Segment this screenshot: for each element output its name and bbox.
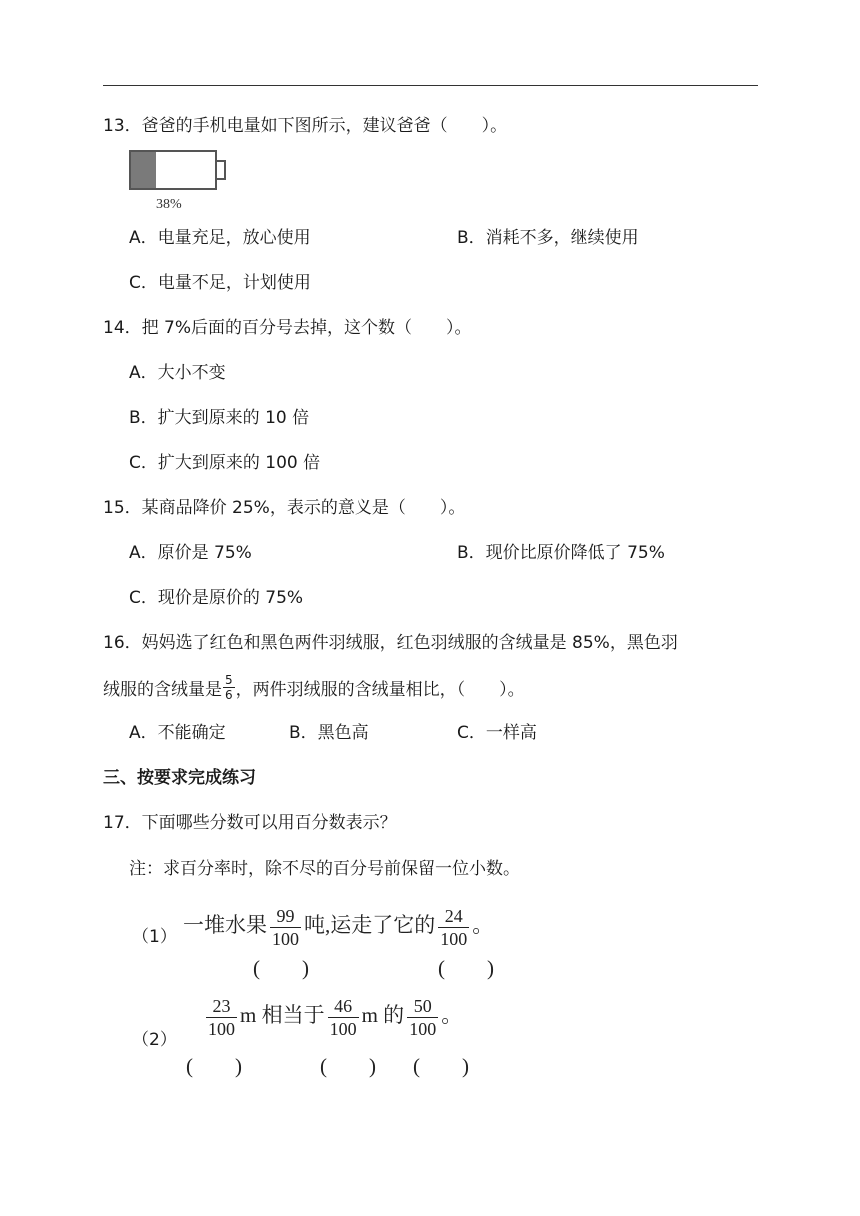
q14-option-b[interactable]: B．扩大到原来的 10 倍 bbox=[129, 408, 310, 428]
q13-stem: 13．爸爸的手机电量如下图所示，建议爸爸（ ）。 bbox=[103, 116, 508, 136]
q16-fraction-denominator: 6 bbox=[225, 687, 233, 702]
q17-item2-label: （2） bbox=[132, 1030, 177, 1050]
q16-option-a[interactable]: A．不能确定 bbox=[129, 723, 226, 743]
q16-option-c[interactable]: C．一样高 bbox=[457, 723, 537, 743]
q16-stem-line2-post: ，两件羽绒服的含绒量相比，（ ）。 bbox=[235, 680, 525, 700]
q14-option-a[interactable]: A．大小不变 bbox=[129, 363, 226, 383]
battery-label: 38% bbox=[156, 197, 182, 212]
fraction-numerator: 99 bbox=[276, 905, 295, 926]
q16-fraction-numerator: 5 bbox=[225, 672, 233, 687]
q17-item1-fraction-2 bbox=[438, 907, 469, 948]
q13-option-b[interactable]: B．消耗不多，继续使用 bbox=[457, 228, 639, 248]
fraction-numerator: 46 bbox=[334, 995, 353, 1016]
q16-stem-line2 bbox=[103, 672, 525, 704]
q15-option-b[interactable]: B．现价比原价降低了 75% bbox=[457, 543, 665, 563]
q16-option-b[interactable]: B．黑色高 bbox=[289, 723, 369, 743]
section-heading: 三、按要求完成练习 bbox=[103, 768, 256, 788]
q17-item2-expression bbox=[203, 992, 462, 1038]
battery-cap bbox=[217, 160, 226, 180]
q13-option-c[interactable]: C．电量不足，计划使用 bbox=[129, 273, 311, 293]
q17-item1-text-c: 。 bbox=[472, 913, 494, 937]
q17-item2-answer-blank-1[interactable]: ( ) bbox=[186, 1054, 242, 1078]
q17-item2-text-c: 。 bbox=[441, 1003, 463, 1027]
fraction-denominator: 100 bbox=[409, 1018, 437, 1039]
q17-item2-fraction-1 bbox=[206, 997, 237, 1038]
q16-stem-line1: 16．妈妈选了红色和黑色两件羽绒服，红色羽绒服的含绒量是 85%，黑色羽 bbox=[103, 633, 678, 653]
q17-item1-answer-blank-2[interactable]: ( ) bbox=[438, 956, 494, 980]
q15-stem: 15．某商品降价 25%，表示的意义是（ ）。 bbox=[103, 498, 466, 518]
fraction-denominator: 100 bbox=[272, 928, 299, 949]
fraction-denominator: 100 bbox=[440, 928, 468, 949]
fraction-denominator: 100 bbox=[208, 1018, 235, 1039]
q17-item1-fraction-1 bbox=[270, 907, 301, 948]
q17-item1-answer-blank-1[interactable]: ( ) bbox=[253, 956, 309, 980]
q17-item2-text-b: m 的 bbox=[361, 1003, 405, 1027]
header-rule bbox=[103, 85, 758, 86]
battery-level-fill bbox=[131, 152, 156, 188]
q17-item2-answer-blank-2[interactable]: ( ) bbox=[320, 1054, 376, 1078]
q14-stem: 14．把 7%后面的百分号去掉，这个数（ ）。 bbox=[103, 318, 472, 338]
q17-item2-answer-blank-3[interactable]: ( ) bbox=[413, 1054, 469, 1078]
fraction-numerator: 50 bbox=[413, 995, 432, 1016]
battery-icon bbox=[129, 150, 217, 190]
q15-option-c[interactable]: C．现价是原价的 75% bbox=[129, 588, 304, 608]
fraction-numerator: 24 bbox=[444, 905, 463, 926]
q17-note: 注：求百分率时，除不尽的百分号前保留一位小数。 bbox=[129, 859, 520, 879]
q13-option-a[interactable]: A．电量充足，放心使用 bbox=[129, 228, 311, 248]
fraction-numerator: 23 bbox=[212, 995, 231, 1016]
q17-item1-text-b: 吨,运走了它的 bbox=[304, 913, 436, 937]
q15-option-a[interactable]: A．原价是 75% bbox=[129, 543, 252, 563]
q17-item1-expression bbox=[183, 902, 493, 948]
q17-item1-label: （1） bbox=[132, 927, 177, 947]
q17-item2-fraction-2 bbox=[328, 997, 359, 1038]
q17-item2-fraction-3 bbox=[407, 997, 438, 1038]
q16-fraction bbox=[223, 674, 235, 701]
q17-stem: 17．下面哪些分数可以用百分数表示？ bbox=[103, 813, 397, 833]
q14-option-c[interactable]: C．扩大到原来的 100 倍 bbox=[129, 453, 321, 473]
q17-item2-text-a: m 相当于 bbox=[240, 1003, 325, 1027]
q16-stem-line2-pre: 绒服的含绒量是 bbox=[103, 680, 222, 700]
q17-item1-text-a: 一堆水果 bbox=[183, 913, 267, 937]
fraction-denominator: 100 bbox=[329, 1018, 357, 1039]
